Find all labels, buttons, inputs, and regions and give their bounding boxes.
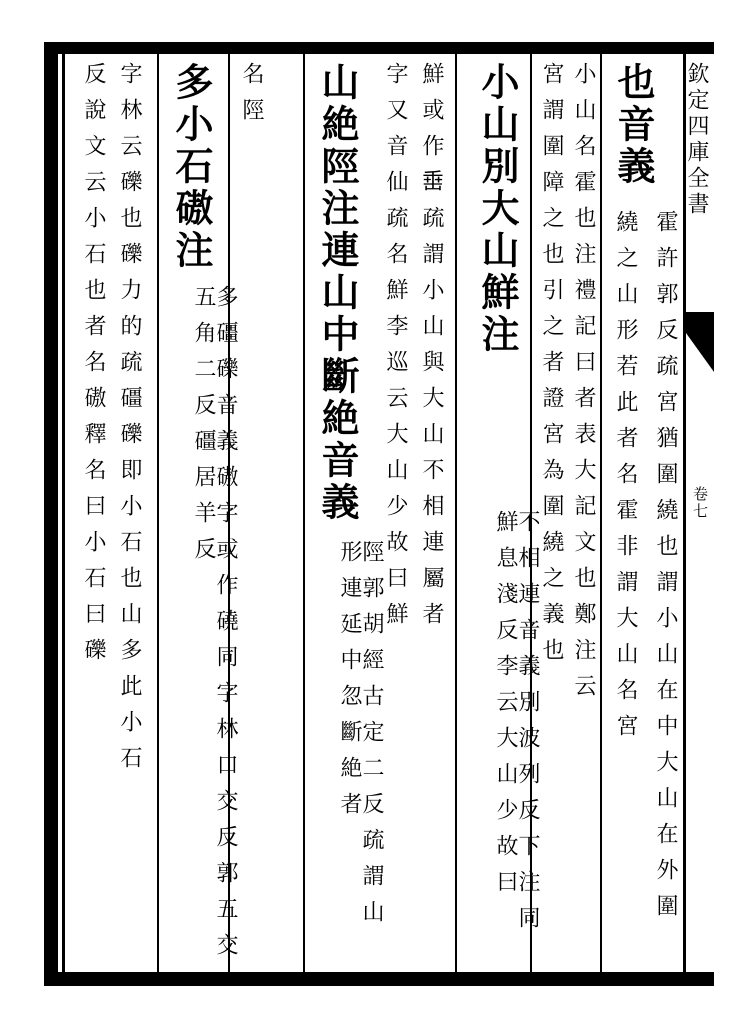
column-gloss: 不相連音義別波列反下注同鮮息淺反李云大山少故曰	[493, 510, 540, 942]
column-text: 鮮或作𡸁疏謂小山與大山不相連屬者	[419, 62, 444, 638]
text-column-9	[118, 62, 140, 967]
column-divider	[600, 54, 602, 972]
text-column-8-gloss	[192, 285, 236, 970]
column-divider	[455, 54, 457, 972]
left-border	[44, 42, 58, 986]
header-gloss-b: 繞之山形若此者名霍非謂大山名宮	[613, 210, 638, 750]
text-column-6-gloss	[338, 540, 382, 970]
column-text: 宮謂圍障之也引之者證宮為圍繞之義也	[539, 62, 564, 674]
header-gloss-a: 霍許郭反疏宮猶圍繞也謂小山在中大山在外圍	[653, 210, 678, 930]
left-inner-border	[62, 54, 65, 972]
fish-tail-mark	[686, 312, 714, 372]
column-text: 名陘	[239, 62, 264, 134]
book-title: 欽定四庫全書	[684, 62, 709, 218]
bottom-border	[44, 972, 714, 986]
text-column-5	[384, 62, 406, 762]
column-gloss: 陘郭胡經古定二反疏謂山形連延中忽斷絶者	[337, 540, 384, 936]
column-gloss: 多礓礫音義磝字或作磽同字林口交反郭五交五角二反礓居羊反	[191, 285, 238, 969]
text-column-3-main	[475, 62, 520, 502]
text-column-2	[540, 62, 562, 967]
text-column-1	[572, 62, 594, 967]
column-text: 反說文云小石也者名磝釋名曰小石曰礫	[81, 62, 106, 674]
text-column-3-gloss	[494, 510, 538, 970]
header-main-text: 也音義	[611, 62, 656, 188]
page-margin-strip	[686, 54, 714, 972]
column-main-text: 多小石磝注	[169, 62, 214, 272]
text-column-6-main	[315, 62, 360, 542]
text-column-header-gloss-b	[614, 210, 636, 970]
column-text: 小山名霍也注禮記曰者表大記文也鄭注云	[571, 62, 596, 710]
text-column-4	[420, 62, 442, 762]
column-divider	[157, 54, 159, 972]
volume-label: 卷七	[691, 486, 709, 520]
column-main-text: 山絶陘注連山中斷絶音義	[315, 62, 360, 524]
top-border	[44, 42, 714, 54]
column-main-text: 小山別大山鮮注	[475, 62, 520, 356]
column-divider	[303, 54, 305, 972]
text-column-header-gloss-a	[654, 210, 676, 970]
column-text: 字又音仙疏名鮮李巡云大山少故曰鮮	[383, 62, 408, 638]
text-column-10	[82, 62, 104, 967]
text-column-7	[240, 62, 262, 162]
column-text: 字林云礫也礫力的疏礓礫即小石也山多此小石	[117, 62, 142, 782]
